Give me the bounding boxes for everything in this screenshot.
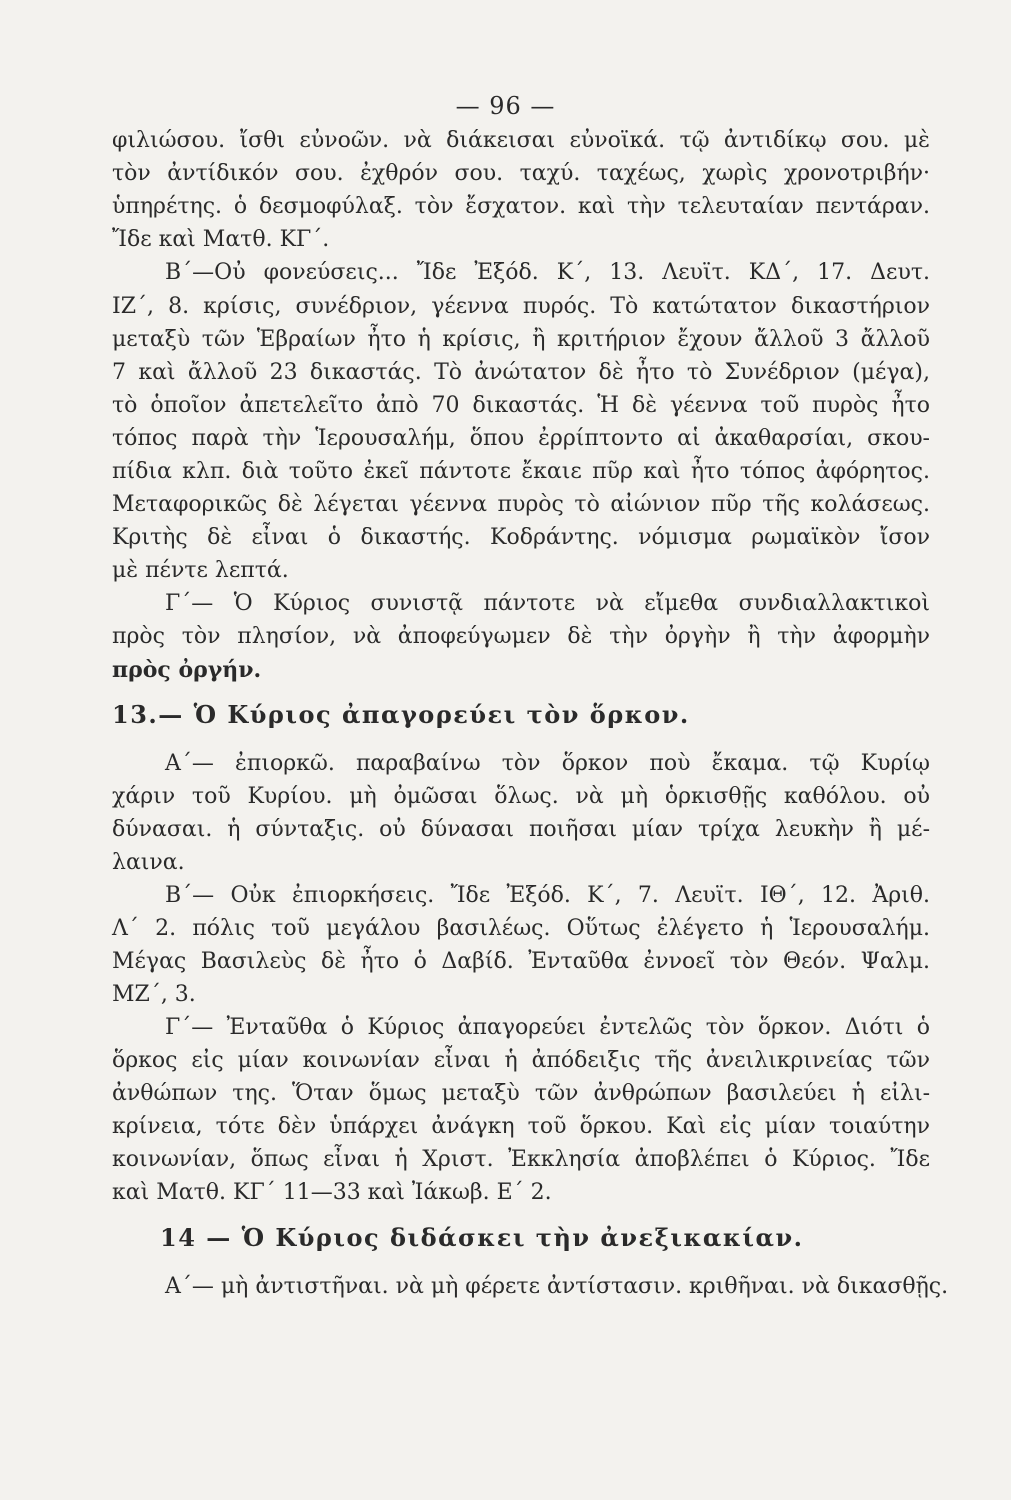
section-heading-14: 14 — Ὁ Κύριος διδάσκει τὴν ἀνεξικακίαν. [160,1223,804,1252]
text-line: ΙΖ΄, 8. κρίσις, συνέδριον, γέεννα πυρός. Τὸ κατώτατον δικαστήριον [112,294,930,319]
page-number: — 96 — [455,92,556,120]
text-line: ἀνθώπων της. Ὅταν ὅμως μεταξὺ τῶν ἀνθρώπων βασιλεύει ἡ εἰλι- [112,1081,930,1106]
text-line: 7 καὶ ἄλλοῦ 23 δικαστάς. Τὸ ἀνώτατον δὲ ἦτο τὸ Συνέδριον (μέγα), [112,360,930,385]
text-line: δύνασαι. ἡ σύνταξις. οὐ δύνασαι ποιῆσαι μίαν τρίχα λευκὴν ἢ μέ- [112,817,930,842]
text-line: μεταξὺ τῶν Ἑβραίων ἦτο ἡ κρίσις, ἢ κριτήριον ἔχουν ἄλλοῦ 3 ἄλλοῦ [112,327,930,352]
text-line: Μέγας Βασιλεὺς δὲ ἦτο ὁ Δαβίδ. Ἐνταῦθα ἐννοεῖ τὸν Θεόν. Ψαλμ. [112,949,930,974]
text-line: Κριτὴς δὲ εἶναι ὁ δικαστής. Κοδράντης. νόμισμα ρωμαϊκὸν ἴσον [112,525,930,550]
text-line: πρὸς ὀργήν. [112,657,262,683]
text-line: Α΄— μὴ ἀντιστῆναι. νὰ μὴ φέρετε ἀντίστασιν. κριθῆναι. νὰ δικασθῇς. [165,1274,949,1299]
text-line: Μεταφορικῶς δὲ λέγεται γέεννα πυρὸς τὸ αἰώνιον πῦρ τῆς κολάσεως. [112,492,930,517]
text-line: Λ΄ 2. πόλις τοῦ μεγάλου βασιλέως. Οὕτως ἐλέγετο ἡ Ἱερουσαλήμ. [112,916,930,941]
text-line: φιλιώσου. ἴσθι εὐνοῶν. νὰ διάκεισαι εὐνοϊκά. τῷ ἀντιδίκῳ σου. μὲ [112,128,930,153]
text-line: λαινα. [112,850,185,875]
text-line: ΜΖ΄, 3. [112,982,196,1007]
text-line: τὸν ἀντίδικόν σου. ἐχθρόν σου. ταχύ. ταχέως, χωρὶς χρονοτριβήν· [112,161,930,186]
text-line: χάριν τοῦ Κυρίου. μὴ ὀμῶσαι ὅλως. νὰ μὴ ὁρκισθῇς καθόλου. οὐ [112,784,930,809]
section-heading-13: 13.— Ὁ Κύριος ἀπαγορεύει τὸν ὅρκον. [112,700,690,729]
text-line: τόπος παρὰ τὴν Ἱερουσαλήμ, ὅπου ἐρρίπτοντο αἱ ἀκαθαρσίαι, σκου- [112,426,930,451]
text-line: ὅρκος εἰς μίαν κοινωνίαν εἶναι ἡ ἀπόδειξις τῆς ἀνειλικρινείας τῶν [112,1048,930,1073]
text-line: ὑπηρέτης. ὁ δεσμοφύλαξ. τὸν ἔσχατον. καὶ τὴν τελευταίαν πεντάραν. [112,194,930,219]
text-line: πρὸς τὸν πλησίον, νὰ ἀποφεύγωμεν δὲ τὴν ὀργὴν ἢ τὴν ἀφορμὴν [112,624,930,649]
text-line: Γ΄— Ὁ Κύριος συνιστᾷ πάντοτε νὰ εἴμεθα συνδιαλλακτικοὶ [165,591,930,616]
text-line: κοινωνίαν, ὅπως εἶναι ἡ Χριστ. Ἐκκλησία ἀποβλέπει ὁ Κύριος. Ἴδε [112,1147,930,1172]
text-line: μὲ πέντε λεπτά. [112,558,289,583]
text-line: πίδια κλπ. διὰ τοῦτο ἐκεῖ πάντοτε ἔκαιε πῦρ καὶ ἦτο τόπος ἀφόρητος. [112,459,930,484]
text-line: Α΄— ἐπιορκῶ. παραβαίνω τὸν ὅρκον ποὺ ἔκαμα. τῷ Κυρίῳ [165,751,930,776]
text-line: Ἴδε καὶ Ματθ. ΚΓ΄. [112,227,330,252]
text-line: Β΄—Οὐ φονεύσεις... Ἴδε Ἐξόδ. Κ΄, 13. Λευϊτ. ΚΔ΄, 17. Δευτ. [165,260,930,285]
text-line: κρίνεια, τότε δὲν ὑπάρχει ἀνάγκη τοῦ ὅρκου. Καὶ εἰς μίαν τοιαύτην [112,1114,930,1139]
text-line: Β΄— Οὐκ ἐπιορκήσεις. Ἴδε Ἐξόδ. Κ΄, 7. Λευϊτ. ΙΘ΄, 12. Ἀριθ. [165,883,930,908]
text-line: τὸ ὁποῖον ἀπετελεῖτο ἀπὸ 70 δικαστάς. Ἡ δὲ γέεννα τοῦ πυρὸς ἦτο [112,393,930,418]
text-line: καὶ Ματθ. ΚΓ΄ 11—33 καὶ Ἰάκωβ. Ε΄ 2. [112,1180,552,1205]
text-line: Γ΄— Ἐνταῦθα ὁ Κύριος ἀπαγορεύει ἐντελῶς τὸν ὅρκον. Διότι ὁ [165,1015,930,1040]
